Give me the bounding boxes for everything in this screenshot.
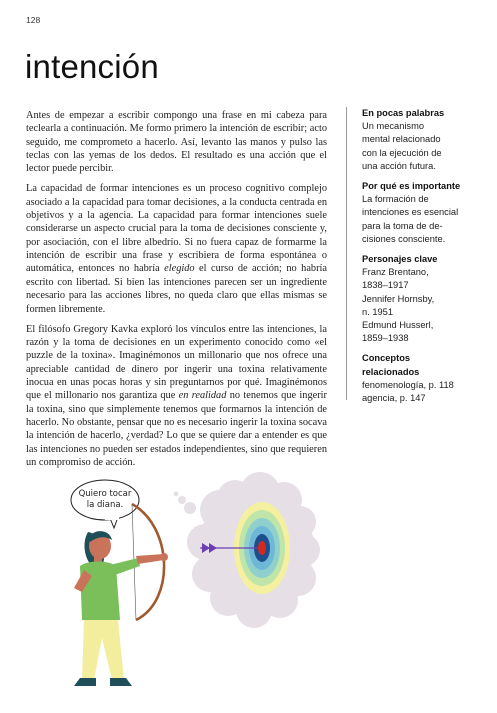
speech-bubble-line-2: la diana. xyxy=(86,500,124,510)
archer-figure xyxy=(74,504,168,686)
speech-bubble xyxy=(71,480,139,528)
archer-illustration xyxy=(60,470,320,695)
paragraph-1: Antes de empezar a escribir compongo una frase en mi cabeza para teclearla a continuación. Me formo primero la intención de escribir; acto seguido, me comprometo a hacerlo. Así, levanto las manos y pulso las teclas con las yemas de los dedos. El resultado es una acción que el lector puede percibir. xyxy=(26,110,327,175)
sidebar xyxy=(346,107,465,404)
sidebar-text: fenomenología, p. 118 agencia, p. 147 xyxy=(362,379,454,404)
sidebar-heading: Por qué es importante xyxy=(362,181,461,192)
page-number: 128 xyxy=(26,15,41,25)
sidebar-text: Franz Brentano, 1838–1917 Jennifer Hornsby, n. 1951 Edmund Husserl, 1859–1938 xyxy=(362,267,435,344)
sidebar-section-summary xyxy=(362,107,465,173)
sidebar-heading: Personajes clave xyxy=(362,254,438,265)
page-title: intención xyxy=(25,48,159,85)
paragraph-3: El filósofo Gregory Kavka exploró los vínculos entre las intenciones, la razón y la toma de decisiones en un experimento conocido como «el puzzle de la toxina». Imaginémonos un millonario que nos ofrece una apreciable cantidad de dinero por ingerir una toxina relativamente inocua en unas pocas horas y sin preguntarnos por qué. Imaginémonos que el millonario nos garantiza que en realidad no tenemos que ingerir la toxina, sino que simplemente tenemos que formarnos la intención de hacerlo. No obstante, pensar que no es necesario ingerir la toxina socava la intención de hacerlo, ¿verdad? Lo que se quiere dar a entender es que las intenciones no pueden ser estados independientes, sino que requieren un compromiso de acción. xyxy=(26,323,327,468)
speech-bubble-line-1: Quiero tocar xyxy=(78,489,132,499)
sidebar-section-key-people xyxy=(362,253,465,345)
sidebar-text: La formación de intenciones es esencial para la toma de de- cisiones consciente. xyxy=(362,194,459,244)
main-text xyxy=(26,109,327,476)
sidebar-section-related xyxy=(362,352,465,405)
paragraph-2: La capacidad de formar intenciones es un proceso cognitivo complejo asociado a la capacidad para tomar decisiones, a la conducta centrada en objetivos y a la agencia. La capacidad para formar intenciones suele considerarse un aspecto crucial para la toma de decisiones consciente y, por asociación, con el libre albedrío. Si no fuera capaz de formarme la intención de escribir una frase y escribiera de forma espontánea o automática, entonces no habría elegido el curso de acción; no habría escrito con libertad. Si bien las intenciones parecen ser un ingrediente necesario para las acciones libres, no queda claro que ellas mismas se formen libremente. xyxy=(26,183,328,315)
sidebar-section-importance xyxy=(362,180,465,246)
sidebar-text: Un mecanismo mental relacionado con la ejecución de una acción futura. xyxy=(362,121,442,171)
sidebar-heading: En pocas palabras xyxy=(362,108,445,118)
sidebar-heading: Conceptos relacionados xyxy=(362,353,420,377)
